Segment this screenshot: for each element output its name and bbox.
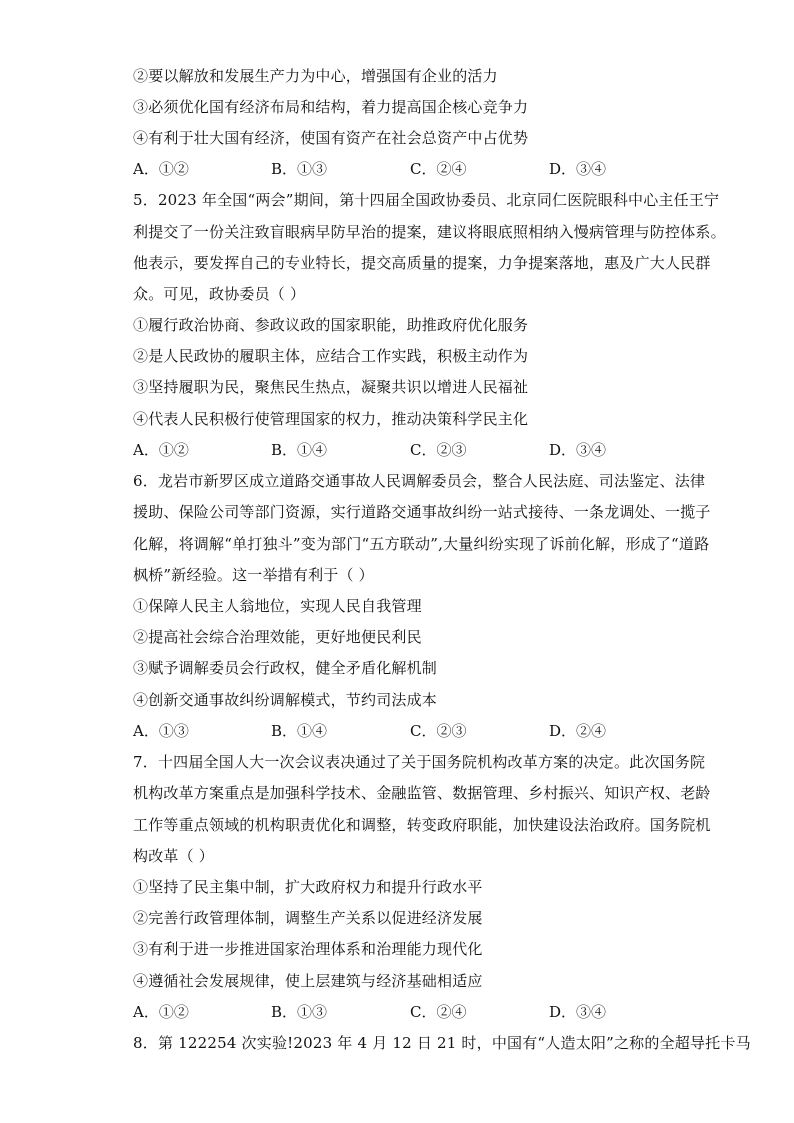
q5-option-d: D．③④ [549,441,607,459]
q5-options [133,440,653,460]
q7-option-c: C．②④ [410,1003,467,1021]
q4-item-2: ②要以解放和发展生产力为中心，增强国有企业的活力 [133,67,498,85]
q7-item-2: ②完善行政管理体制，调整生产关系以促进经济发展 [133,909,483,927]
q5-option-c: C．②③ [410,441,467,459]
q7-stem-line-2: 机构改革方案重点是加强科学技术、金融监管、数据管理、乡村振兴、知识产权、老龄 [133,784,711,802]
q5-item-2: ②是人民政协的履职主体，应结合工作实践，积极主动作为 [133,347,529,365]
q4-item-4: ④有利于壮大国有经济，使国有资产在社会总资产中占优势 [133,129,529,147]
q7-item-4: ④遵循社会发展规律，使上层建筑与经济基础相适应 [133,972,483,990]
q6-option-c: C．②③ [410,722,467,740]
q5-stem-line-1: 5．2023 年全国“两会”期间，第十四届全国政协委员、北京同仁医院眼科中心主任王宁 [133,191,720,209]
q5-option-a: A．①② [133,441,189,459]
q6-stem-line-1: 6．龙岩市新罗区成立道路交通事故人民调解委员会，整合人民法庭、司法鉴定、法律 [133,472,706,490]
q5-item-4: ④代表人民积极行使管理国家的权力，推动决策科学民主化 [133,410,529,428]
q7-item-1: ①坚持了民主集中制，扩大政府权力和提升行政水平 [133,878,483,896]
q4-option-b: B．①③ [271,160,328,178]
q4-option-a: A．①② [133,160,189,178]
q5-option-b: B．①④ [271,441,328,459]
q6-item-2: ②提高社会综合治理效能，更好地便民利民 [133,628,422,646]
q7-options [133,1002,653,1022]
q6-stem-line-4: 枫桥”新经验。这一举措有利于（ ） [133,566,374,584]
q7-option-d: D．③④ [549,1003,607,1021]
q6-item-4: ④创新交通事故纠纷调解模式，节约司法成本 [133,691,438,709]
q6-item-3: ③赋予调解委员会行政权，健全矛盾化解机制 [133,659,438,677]
q6-stem-line-2: 援助、保险公司等部门资源，实行道路交通事故纠纷一站式接待、一条龙调处、一揽子 [133,503,711,521]
q5-item-1: ①履行政治协商、参政议政的国家职能，助推政府优化服务 [133,316,529,334]
q7-stem-line-4: 构改革（ ） [133,847,214,865]
q4-item-3: ③必须优化国有经济布局和结构，着力提高国企核心竞争力 [133,98,529,116]
q6-option-b: B．①④ [271,722,328,740]
q4-option-c: C．②④ [410,160,467,178]
q5-stem-line-3: 他表示，要发挥自己的专业特长，提交高质量的提案，力争提案落地，惠及广大人民群 [133,254,711,272]
q4-options [133,159,653,179]
q6-stem-line-3: 化解，将调解“单打独斗”变为部门“五方联动”,大量纠纷实现了诉前化解，形成了“道路 [133,535,710,553]
q5-stem-line-4: 众。可见，政协委员（ ） [133,285,306,303]
q6-item-1: ①保障人民主人翁地位，实现人民自我管理 [133,597,422,615]
q4-option-d: D．③④ [549,160,607,178]
q7-option-b: B．①③ [271,1003,328,1021]
q5-stem-line-2: 利提交了一份关注致盲眼病早防早治的提案，建议将眼底照相纳入慢病管理与防控体系。 [133,223,726,241]
q7-stem-line-3: 工作等重点领域的机构职责优化和调整，转变政府职能，加快建设法治政府。国务院机 [133,816,711,834]
q8-stem-line-1: 8．第 122254 次实验!2023 年 4 月 12 日 21 时，中国有“人造太阳”之称的全超导托卡马 [133,1034,751,1052]
q7-item-3: ③有利于进一步推进国家治理体系和治理能力现代化 [133,940,483,958]
q7-option-a: A．①② [133,1003,189,1021]
q6-option-a: A．①③ [133,722,189,740]
q7-stem-line-1: 7．十四届全国人大一次会议表决通过了关于国务院机构改革方案的决定。此次国务院 [133,753,706,771]
q5-item-3: ③坚持履职为民，聚焦民生热点，凝聚共识以增进人民福祉 [133,378,529,396]
q6-option-d: D．②④ [549,722,607,740]
q6-options [133,721,653,741]
